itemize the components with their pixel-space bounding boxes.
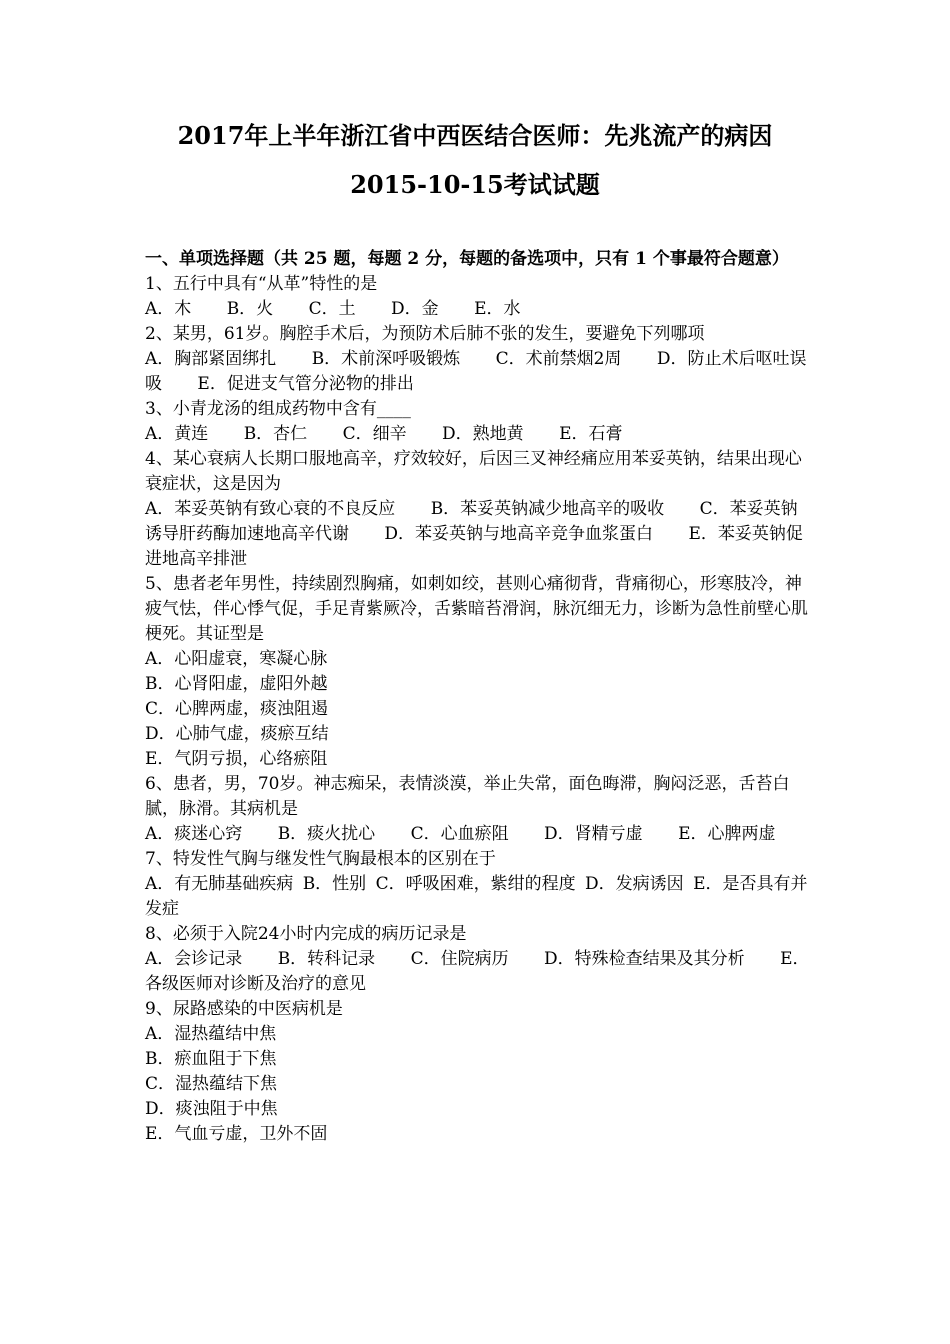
answer-option: C．心脾两虚，痰浊阻遏 <box>145 699 329 719</box>
document-title-line-2: 2015-10-15考试试题 <box>350 170 600 199</box>
answer-options <box>145 497 810 572</box>
answer-option: E．是否具有并发症 <box>145 874 808 919</box>
section-heading: 一、单项选择题（共 25 题，每题 2 分，每题的备选项中，只有 1 个事最符合题意） <box>145 249 789 269</box>
answer-option: E．气血亏虚，卫外不固 <box>145 1124 328 1144</box>
question-text: 4、某心衰病人长期口服地高辛，疗效较好，后因三叉神经痛应用苯妥英钠，结果出现心衰症状，这是因为 <box>145 449 802 494</box>
answer-option: C．细辛 <box>342 424 407 444</box>
answer-option: A．有无肺基础疾病 <box>145 874 294 894</box>
answer-option: E．水 <box>474 299 521 319</box>
answer-option: A．湿热蕴结中焦 <box>145 1024 277 1044</box>
question-text: 1、五行中具有“从革”特性的是 <box>145 274 378 294</box>
answer-option: D．发病诱因 <box>585 874 684 894</box>
answer-option: D．熟地黄 <box>442 424 524 444</box>
question-text: 6、患者，男，70岁。神志痴呆，表情淡漠，举止失常，面色晦滞，胸闷泛恶，舌苔白腻，脉滑。其病机是 <box>145 774 790 819</box>
answer-option: D．防止术后呕吐误吸 <box>145 349 807 394</box>
answer-option: D．苯妥英钠与地高辛竞争血浆蛋白 <box>384 524 654 544</box>
answer-options <box>145 422 810 447</box>
answer-option: B．瘀血阻于下焦 <box>145 1049 277 1069</box>
question-item <box>145 997 810 1147</box>
answer-option: D．心肺气虚，痰瘀互结 <box>145 724 329 744</box>
answer-option: C．心血瘀阻 <box>410 824 509 844</box>
answer-option: B．转科记录 <box>277 949 376 969</box>
answer-option: E．各级医师对诊断及治疗的意见 <box>145 949 810 994</box>
answer-option: C．住院病历 <box>410 949 509 969</box>
question-text: 3、小青龙汤的组成药物中含有____ <box>145 399 411 419</box>
answer-option: A．心阳虚衰，寒凝心脉 <box>145 649 328 669</box>
question-list <box>145 272 810 1147</box>
answer-options <box>145 347 810 397</box>
question-item <box>145 447 810 572</box>
question-item <box>145 397 810 447</box>
answer-option: C．土 <box>308 299 356 319</box>
answer-option: A．会诊记录 <box>145 949 243 969</box>
answer-options <box>145 947 810 997</box>
question-item <box>145 322 810 397</box>
question-item <box>145 772 810 847</box>
question-item <box>145 847 810 922</box>
answer-option: D．肾精亏虚 <box>544 824 643 844</box>
answer-option: C．呼吸困难，紫绀的程度 <box>375 874 576 894</box>
document-body <box>145 247 810 1147</box>
answer-option: E．心脾两虚 <box>678 824 776 844</box>
answer-option: D．痰浊阻于中焦 <box>145 1099 278 1119</box>
answer-option: E．石膏 <box>559 424 623 444</box>
answer-option: B．痰火扰心 <box>277 824 376 844</box>
answer-option: B．杏仁 <box>243 424 308 444</box>
answer-option: D．特殊检查结果及其分析 <box>544 949 745 969</box>
answer-option: B．火 <box>226 299 274 319</box>
answer-option: C．苯妥英钠诱导肝药酶加速地高辛代谢 <box>145 499 798 544</box>
answer-option: C．湿热蕴结下焦 <box>145 1074 278 1094</box>
answer-options <box>145 872 810 922</box>
question-item <box>145 922 810 997</box>
question-text: 5、患者老年男性，持续剧烈胸痛，如刺如绞，甚则心痛彻背，背痛彻心，形寒肢冷，神疲气怯，伴心悸气促，手足青紫厥冷，舌紫暗苔滑润，脉沉细无力，诊断为急性前壁心肌梗死。其证型是 <box>145 574 808 644</box>
question-item <box>145 572 810 772</box>
answer-option: A．痰迷心窍 <box>145 824 243 844</box>
question-text: 8、必须于入院24小时内完成的病历记录是 <box>145 924 467 944</box>
answer-options <box>145 297 810 322</box>
document-title-line-1: 2017年上半年浙江省中西医结合医师：先兆流产的病因 <box>177 121 773 150</box>
answer-option: B．性别 <box>302 874 367 894</box>
answer-option: D．金 <box>391 299 439 319</box>
question-text: 2、某男，61岁。胸腔手术后，为预防术后肺不张的发生，要避免下列哪项 <box>145 324 705 344</box>
question-text: 9、尿路感染的中医病机是 <box>145 999 343 1019</box>
answer-option: E．促进支气管分泌物的排出 <box>197 374 414 394</box>
answer-option: A．胸部紧固绑扎 <box>145 349 277 369</box>
answer-option: B．心肾阳虚，虚阳外越 <box>145 674 328 694</box>
answer-option: A．苯妥英钠有致心衰的不良反应 <box>145 499 396 519</box>
answer-options <box>145 822 810 847</box>
answer-option: A．黄连 <box>145 424 209 444</box>
question-text: 7、特发性气胸与继发性气胸最根本的区别在于 <box>145 849 496 869</box>
answer-option: E．气阴亏损，心络瘀阻 <box>145 749 328 769</box>
answer-option: A．木 <box>145 299 192 319</box>
answer-option: B．苯妥英钠减少地高辛的吸收 <box>430 499 665 519</box>
answer-option: E．苯妥英钠促进地高辛排泄 <box>145 524 803 569</box>
question-item <box>145 272 810 322</box>
answer-option: C．术前禁烟2周 <box>495 349 622 369</box>
answer-option: B．术前深呼吸锻炼 <box>311 349 461 369</box>
